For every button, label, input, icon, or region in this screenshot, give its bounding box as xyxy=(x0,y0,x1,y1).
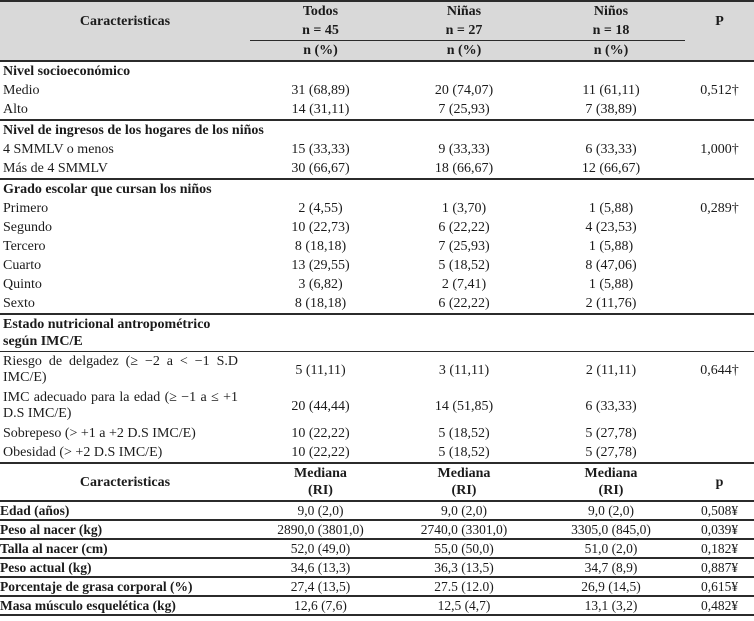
value-ninos: 11 (61,11) xyxy=(582,83,640,98)
table-row xyxy=(0,388,754,424)
value-ninas: 2740,0 (3301,0) xyxy=(391,520,537,539)
table-header xyxy=(0,1,754,61)
row-label: Peso actual (kg) xyxy=(0,558,250,577)
value-ninos: 12 (66,67) xyxy=(581,161,641,176)
value-todos: 10 (22,22) xyxy=(291,426,350,441)
header-p: P xyxy=(685,1,754,41)
row-label: Segundo xyxy=(3,220,52,235)
row-label: Edad (años) xyxy=(0,501,250,520)
value-ninos: 2 (11,76) xyxy=(585,296,637,311)
value-ninas: 6 (22,22) xyxy=(438,296,490,311)
section-title xyxy=(0,120,754,140)
value-ninos: 6 (33,33) xyxy=(585,142,637,157)
median-header-p: p xyxy=(685,463,754,501)
header-n-todos: n = 45 xyxy=(250,21,391,41)
section-title-text: Nivel de ingresos de los hogares de los niños xyxy=(3,123,264,138)
row-label xyxy=(0,388,250,424)
value-todos: 3 (6,82) xyxy=(298,277,343,292)
median-label: Mediana xyxy=(294,466,347,481)
row-label: Sobrepeso (> +1 a +2 D.S IMC/E) xyxy=(3,426,196,441)
value-ninas: 2 (7,41) xyxy=(441,277,487,292)
value-todos: 12,6 (7,6) xyxy=(250,596,391,615)
value-todos: 27,4 (13,5) xyxy=(250,577,391,596)
table-row xyxy=(0,596,754,615)
row-label: Cuarto xyxy=(3,258,42,273)
value-ninas: 3 (11,11) xyxy=(438,362,490,378)
table-row xyxy=(0,443,754,463)
header-row-unit xyxy=(0,41,754,62)
p-value: 0,482¥ xyxy=(685,596,754,615)
section-title-row xyxy=(0,120,754,140)
value-ninas: 6 (22,22) xyxy=(438,220,490,235)
median-label: Mediana xyxy=(437,466,491,481)
value-ninos: 26,9 (14,5) xyxy=(537,577,685,596)
value-ninas: 7 (25,93) xyxy=(438,102,490,117)
p-value xyxy=(685,443,754,463)
p-value xyxy=(685,275,754,294)
value-todos: 10 (22,73) xyxy=(291,220,350,235)
p-value xyxy=(685,424,754,443)
row-label: Medio xyxy=(3,83,40,98)
median-header-row xyxy=(0,463,754,501)
table-row xyxy=(0,81,754,100)
value-ninos: 5 (27,78) xyxy=(585,445,637,460)
value-todos: 8 (18,18) xyxy=(294,296,347,311)
table-row xyxy=(0,275,754,294)
value-ninas: 12,5 (4,7) xyxy=(391,596,537,615)
p-value xyxy=(685,388,754,424)
table-row xyxy=(0,352,754,389)
value-ninos: 51,0 (2,0) xyxy=(537,539,685,558)
p-value xyxy=(685,100,754,120)
value-ninos: 7 (38,89) xyxy=(585,102,637,117)
table-row xyxy=(0,501,754,520)
value-todos: 2890,0 (3801,0) xyxy=(250,520,391,539)
section-title: Nivel socioeconómico xyxy=(0,61,754,81)
table-body xyxy=(0,61,754,615)
p-value xyxy=(685,218,754,237)
p-value xyxy=(685,237,754,256)
section-title-text: Estado nutricional antropométrico según IMC/E xyxy=(3,317,211,349)
value-todos: 34,6 (13,3) xyxy=(250,558,391,577)
table-row xyxy=(0,100,754,120)
value-todos: 15 (33,33) xyxy=(291,142,350,157)
ri-label: (RI) xyxy=(308,483,333,498)
value-ninas: 9 (33,33) xyxy=(438,142,490,157)
p-value: 0,644† xyxy=(700,362,739,378)
row-label: Masa músculo esquelética (kg) xyxy=(0,596,250,615)
p-value: 0,508¥ xyxy=(685,501,754,520)
header-group-ninos: Niños xyxy=(537,1,685,21)
value-todos: 8 (18,18) xyxy=(294,239,347,254)
value-ninas: 36,3 (13,5) xyxy=(391,558,537,577)
header-caracteristicas: Caracteristicas xyxy=(0,1,250,41)
p-value: 0,512† xyxy=(700,83,739,98)
value-ninos: 2 (11,11) xyxy=(585,362,637,378)
p-value xyxy=(685,256,754,275)
value-ninos: 9,0 (2,0) xyxy=(537,501,685,520)
value-todos: 10 (22,22) xyxy=(291,445,350,460)
value-ninos: 1 (5,88) xyxy=(588,239,634,254)
table-row xyxy=(0,558,754,577)
value-ninos: 5 (27,78) xyxy=(585,426,637,441)
row-label: Más de 4 SMMLV xyxy=(3,161,108,176)
row-label: Alto xyxy=(3,102,28,117)
header-unit-todos: n (%) xyxy=(250,41,391,62)
value-todos: 9,0 (2,0) xyxy=(250,501,391,520)
value-ninos: 6 (33,33) xyxy=(585,398,637,414)
p-value: 0,615¥ xyxy=(685,577,754,596)
p-value: 0,039¥ xyxy=(685,520,754,539)
header-unit-ninos: n (%) xyxy=(537,41,685,62)
header-unit-ninas: n (%) xyxy=(391,41,537,62)
section-title-row xyxy=(0,179,754,199)
value-todos: 14 (31,11) xyxy=(291,102,350,117)
row-label: Tercero xyxy=(3,239,46,254)
p-value: 0,887¥ xyxy=(685,558,754,577)
value-ninos: 1 (5,88) xyxy=(588,277,634,292)
row-label: Obesidad (> +2 D.S IMC/E) xyxy=(3,445,163,460)
row-label: Porcentaje de grasa corporal (%) xyxy=(0,577,250,596)
section-title-row xyxy=(0,314,754,352)
row-label: Talla al nacer (cm) xyxy=(0,539,250,558)
header-spacer-right xyxy=(685,41,754,62)
header-group-ninas: Niñas xyxy=(391,1,537,21)
ri-label: (RI) xyxy=(598,483,624,498)
median-label: Mediana xyxy=(584,466,638,481)
value-ninas: 27.5 (12.0) xyxy=(391,577,537,596)
header-n-ninos: n = 18 xyxy=(537,21,685,41)
value-ninos: 3305,0 (845,0) xyxy=(537,520,685,539)
median-header-ninos xyxy=(537,463,685,501)
row-label: Sexto xyxy=(3,296,35,311)
header-n-ninas: n = 27 xyxy=(391,21,537,41)
table-row xyxy=(0,140,754,159)
table-row xyxy=(0,218,754,237)
value-ninas: 20 (74,07) xyxy=(434,83,494,98)
table-row xyxy=(0,294,754,314)
header-spacer-left xyxy=(0,41,250,62)
value-ninas: 7 (25,93) xyxy=(438,239,490,254)
p-value: 0,289† xyxy=(700,201,739,216)
section-title: Grado escolar que cursan los niños xyxy=(0,179,754,199)
median-header-todos xyxy=(250,463,391,501)
median-header-caracteristicas: Caracteristicas xyxy=(0,463,250,501)
value-todos: 52,0 (49,0) xyxy=(250,539,391,558)
row-label: 4 SMMLV o menos xyxy=(3,142,114,157)
header-row-groups xyxy=(0,1,754,21)
value-ninos: 13,1 (3,2) xyxy=(537,596,685,615)
row-label: Peso al nacer (kg) xyxy=(0,520,250,539)
value-ninos: 1 (5,88) xyxy=(588,201,634,216)
section-title xyxy=(0,314,754,352)
p-value xyxy=(685,159,754,179)
p-value xyxy=(685,294,754,314)
table-row xyxy=(0,256,754,275)
header-group-todos: Todos xyxy=(250,1,391,21)
value-todos: 30 (66,67) xyxy=(291,161,350,176)
value-ninas: 5 (18,52) xyxy=(438,445,490,460)
value-ninos: 34,7 (8,9) xyxy=(537,558,685,577)
value-ninas: 18 (66,67) xyxy=(434,161,494,176)
p-value: 0,182¥ xyxy=(685,539,754,558)
table-row xyxy=(0,159,754,179)
row-label-text: Riesgo de delgadez (≥ −2 a < −1 S.D IMC/E) xyxy=(3,354,238,385)
table-row xyxy=(0,520,754,539)
value-todos: 5 (11,11) xyxy=(295,362,346,378)
row-label-text: IMC adecuado para la edad (≥ −1 a ≤ +1 D.S IMC/E) xyxy=(3,390,238,421)
value-ninas: 14 (51,85) xyxy=(434,398,494,414)
table-row xyxy=(0,237,754,256)
p-value: 1,000† xyxy=(700,142,739,157)
value-ninas: 5 (18,52) xyxy=(438,426,490,441)
table-row xyxy=(0,424,754,443)
value-ninas: 1 (3,70) xyxy=(441,201,487,216)
row-label xyxy=(0,352,250,389)
value-ninas: 9,0 (2,0) xyxy=(391,501,537,520)
ri-label: (RI) xyxy=(451,483,477,498)
value-ninas: 5 (18,52) xyxy=(438,258,490,273)
value-todos: 2 (4,55) xyxy=(298,201,343,216)
value-todos: 13 (29,55) xyxy=(291,258,350,273)
median-header-ninas xyxy=(391,463,537,501)
value-ninos: 4 (23,53) xyxy=(585,220,637,235)
table-row xyxy=(0,199,754,218)
value-ninos: 8 (47,06) xyxy=(585,258,637,273)
table-row xyxy=(0,539,754,558)
table-row xyxy=(0,577,754,596)
value-todos: 31 (68,89) xyxy=(291,83,350,98)
row-label: Primero xyxy=(3,201,49,216)
value-todos: 20 (44,44) xyxy=(291,398,350,414)
row-label: Quinto xyxy=(3,277,42,292)
section-title-row xyxy=(0,61,754,81)
value-ninas: 55,0 (50,0) xyxy=(391,539,537,558)
